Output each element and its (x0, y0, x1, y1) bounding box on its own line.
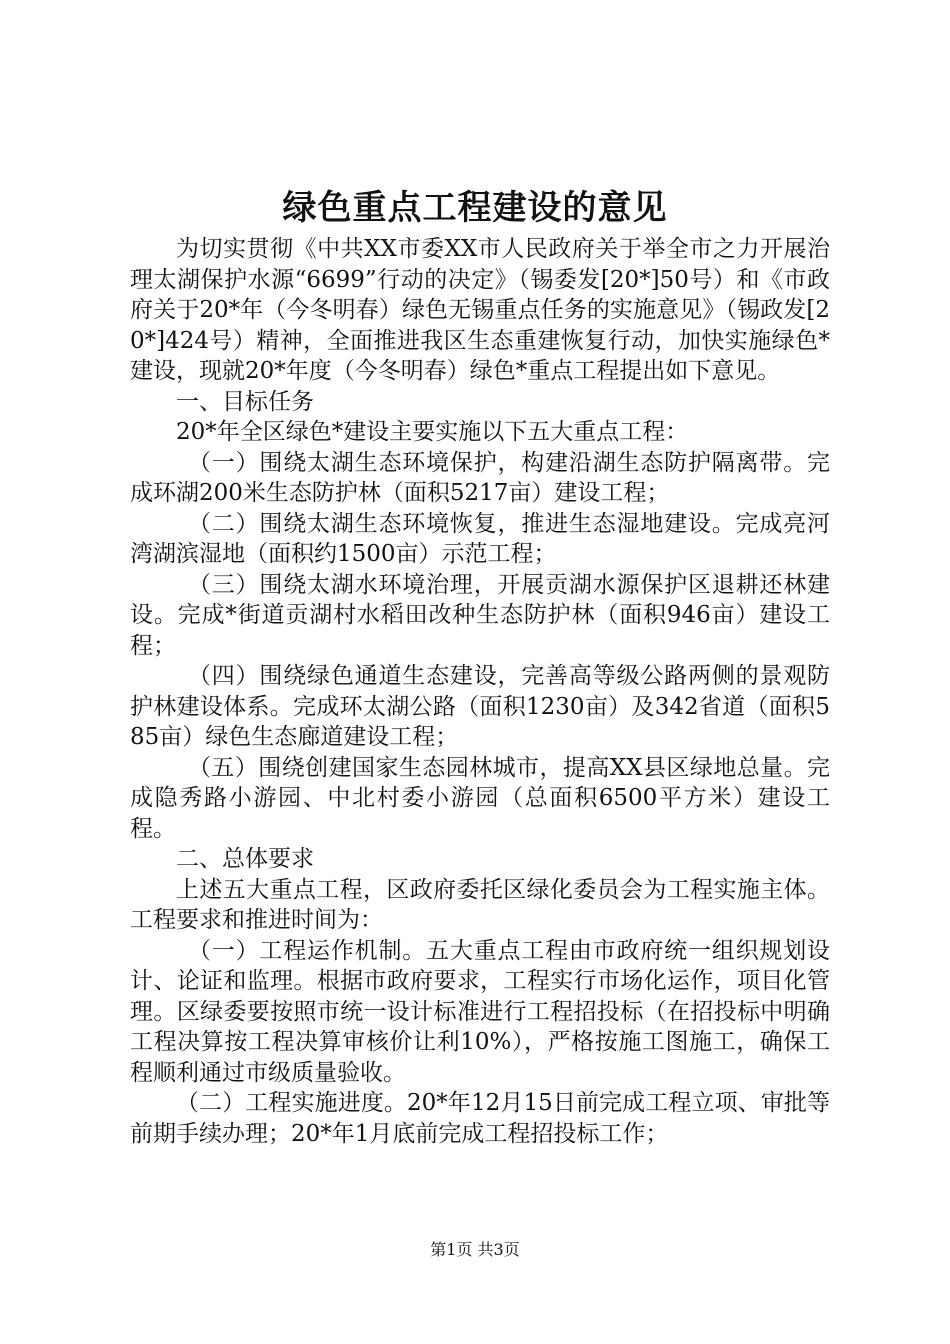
intro-paragraph: 为切实贯彻《中共XX市委XX市人民政府关于举全市之力开展治理太湖保护水源“6699”行动的决定》（锡委发[20*]50号）和《市政府关于20*年（今冬明春）绿色无锡重点任务的实施意见》（锡政发[20*]424号）精神，全面推进我区生态重建恢复行动，加快实施绿色*建设，现就20*年度（今冬明春）绿色*重点工程提出如下意见。 (130, 236, 830, 384)
page-number-footer: 第1页 共3页 (430, 1240, 520, 1259)
list-item: （一）工程运作机制。五大重点工程由市政府统一组织规划设计、论证和监理。根据市政府要求，工程实行市场化运作，项目化管理。区绿委要按照市统一设计标准进行工程招投标（在招投标中明确工程决算按工程决算审核价让利10%），严格按施工图施工，确保工程顺利通过市级质量验收。 (130, 937, 830, 1086)
list-item: （二）围绕太湖生态环境恢复，推进生态湿地建设。完成亮河湾湖滨湿地（面积约1500亩）示范工程； (130, 510, 830, 567)
list-item: （四）围绕绿色通道生态建设，完善高等级公路两侧的景观防护林建设体系。完成环太湖公路（面积1230亩）及342省道（面积585亩）绿色生态廊道建设工程； (130, 663, 830, 750)
paragraph: 上述五大重点工程，区政府委托区绿化委员会为工程实施主体。工程要求和推进时间为： (130, 876, 830, 933)
document-title: 绿色重点工程建设的意见 (282, 188, 668, 228)
list-item: （五）围绕创建国家生态园林城市，提高XX县区绿地总量。完成隐秀路小游园、中北村委小游园（总面积6500平方米）建设工程。 (130, 754, 830, 842)
list-item: （一）围绕太湖生态环境保护，构建沿湖生态防护隔离带。完成环湖200米生态防护林（面积5217亩）建设工程； (130, 449, 830, 506)
document-body (130, 234, 830, 1149)
list-item: （三）围绕太湖水环境治理，开展贡湖水源保护区退耕还林建设。完成*街道贡湖村水稻田改种生态防护林（面积946亩）建设工程； (130, 571, 830, 659)
section-heading-goals: 一、目标任务 (176, 388, 314, 415)
section-heading-requirements: 二、总体要求 (176, 846, 314, 872)
paragraph: 20*年全区绿色*建设主要实施以下五大重点工程： (176, 419, 689, 445)
list-item: （二）工程实施进度。20*年12月15日前完成工程立项、审批等前期手续办理；20*年1月底前完成工程招投标工作； (130, 1090, 830, 1147)
